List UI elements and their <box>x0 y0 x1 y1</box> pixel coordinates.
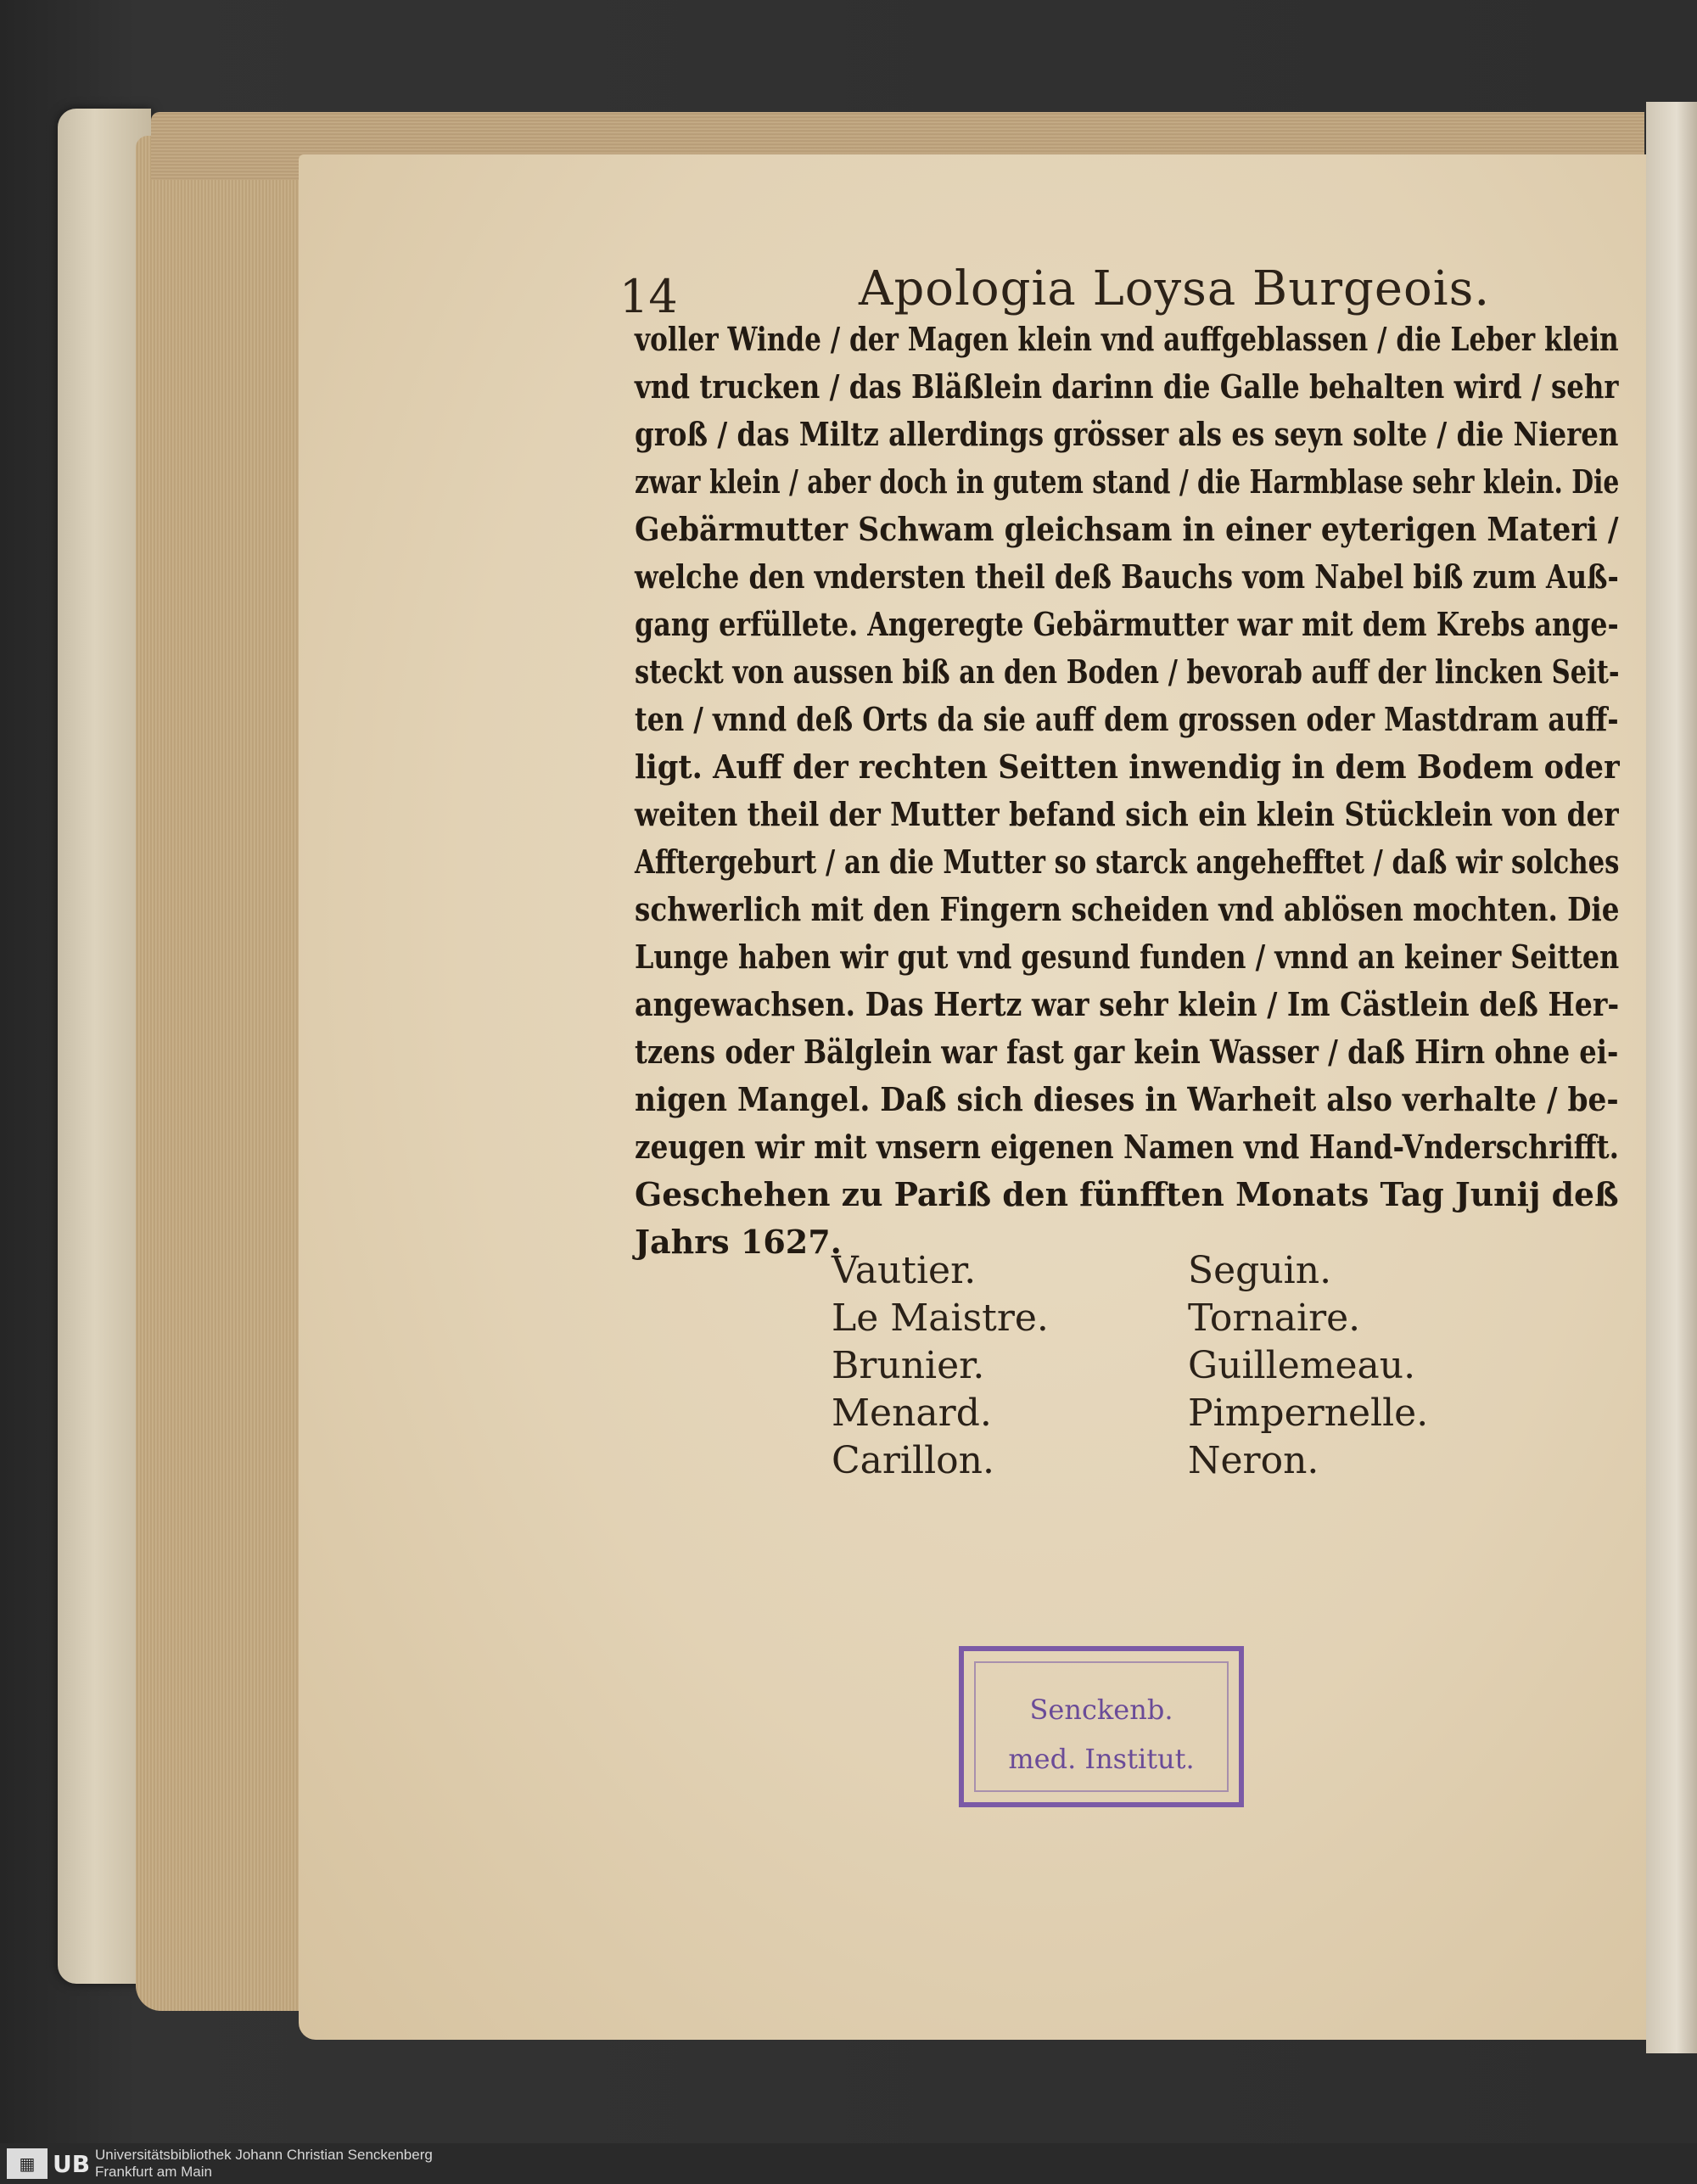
text-line: schwerlich mit den Fingern scheiden vnd ablösen mochten. Die <box>635 890 1620 928</box>
text-line: ligt. Auff der rechten Seitten inwendig in dem Bodem oder <box>635 748 1620 786</box>
text-line: welche den vndersten theil deß Bauchs vom Nabel biß zum Auß- <box>635 557 1619 596</box>
signature-name: Menard. <box>832 1392 992 1435</box>
text-line: Geschehen zu Pariß den fünfften Monats Tag Junij deß <box>635 1175 1619 1213</box>
ub-logo-text: UB <box>53 2149 91 2178</box>
text-line: nigen Mangel. Daß sich dieses in Warheit also verhalte / be- <box>635 1080 1619 1118</box>
signature-column-left <box>832 1247 1049 1485</box>
signature-name: Neron. <box>1188 1439 1319 1482</box>
page-edges <box>136 136 305 2011</box>
text-line: zeugen wir mit vnsern eigenen Namen vnd Hand-Vnderschrifft. <box>635 1128 1620 1166</box>
library-stamp <box>959 1646 1244 1807</box>
signature-name: Brunier. <box>832 1344 985 1387</box>
text-line: Jahrs 1627. <box>635 1223 842 1261</box>
stamp-line-2: med. Institut. <box>1008 1743 1195 1775</box>
body-text <box>635 316 1619 1266</box>
signature-name: Guillemeau. <box>1188 1344 1416 1387</box>
text-line: vnd trucken / das Bläßlein darinn die Galle behalten wird / sehr <box>635 367 1619 406</box>
footer-credit <box>95 2147 433 2181</box>
footer-location: Frankfurt am Main <box>95 2164 212 2180</box>
text-line: tzens oder Bälglein war fast gar kein Wasser / daß Hirn ohne ei- <box>635 1033 1619 1071</box>
text-line: angewachsen. Das Hertz war sehr klein / Im Cästlein deß Her- <box>635 985 1620 1023</box>
signature-name: Pimpernelle. <box>1188 1392 1429 1435</box>
stamp-line-1: Senckenb. <box>1029 1694 1173 1726</box>
footer-institution: Universitätsbibliothek Johann Christian Senckenberg <box>95 2147 433 2163</box>
text-line: ten / vnnd deß Orts da sie auff dem grossen oder Mastdram auff- <box>635 700 1619 738</box>
text-line: groß / das Miltz allerdings grösser als es seyn solte / die Nieren <box>635 415 1619 453</box>
footer-bar <box>0 2143 1697 2184</box>
running-title: Apologia Loysa Burgeois. <box>859 261 1491 316</box>
page-number: 14 <box>619 270 678 323</box>
signature-name: Seguin. <box>1188 1249 1332 1292</box>
signature-name: Tornaire. <box>1188 1296 1361 1340</box>
signatures <box>832 1247 1493 1502</box>
text-line: gang erfüllete. Angeregte Gebärmutter war mit dem Krebs ange- <box>635 605 1619 643</box>
ub-logo-icon: ▦ <box>7 2148 48 2179</box>
signature-name: Le Maistre. <box>832 1296 1049 1340</box>
ub-logo <box>7 2148 90 2179</box>
signature-name: Vautier. <box>832 1249 977 1292</box>
text-line: zwar klein / aber doch in gutem stand / die Harmblase sehr klein. Die <box>635 462 1620 501</box>
text-line: weiten theil der Mutter befand sich ein klein Stücklein von der <box>635 795 1619 833</box>
text-line: Gebärmutter Schwam gleichsam in einer eyterigen Materi / <box>635 510 1619 548</box>
right-page-edge <box>1646 102 1697 2053</box>
text-line: steckt von aussen biß an den Boden / bevorab auff der lincken Seit- <box>635 652 1620 691</box>
signature-name: Carillon. <box>832 1439 994 1482</box>
text-line: Lunge haben wir gut vnd gesund funden / vnnd an keiner Seitten <box>635 938 1620 976</box>
text-line: voller Winde / der Magen klein vnd auffgeblassen / die Leber klein <box>635 320 1619 358</box>
signature-column-right <box>1188 1247 1428 1485</box>
text-line: Afftergeburt / an die Mutter so starck angehefftet / daß wir solches <box>635 843 1620 881</box>
